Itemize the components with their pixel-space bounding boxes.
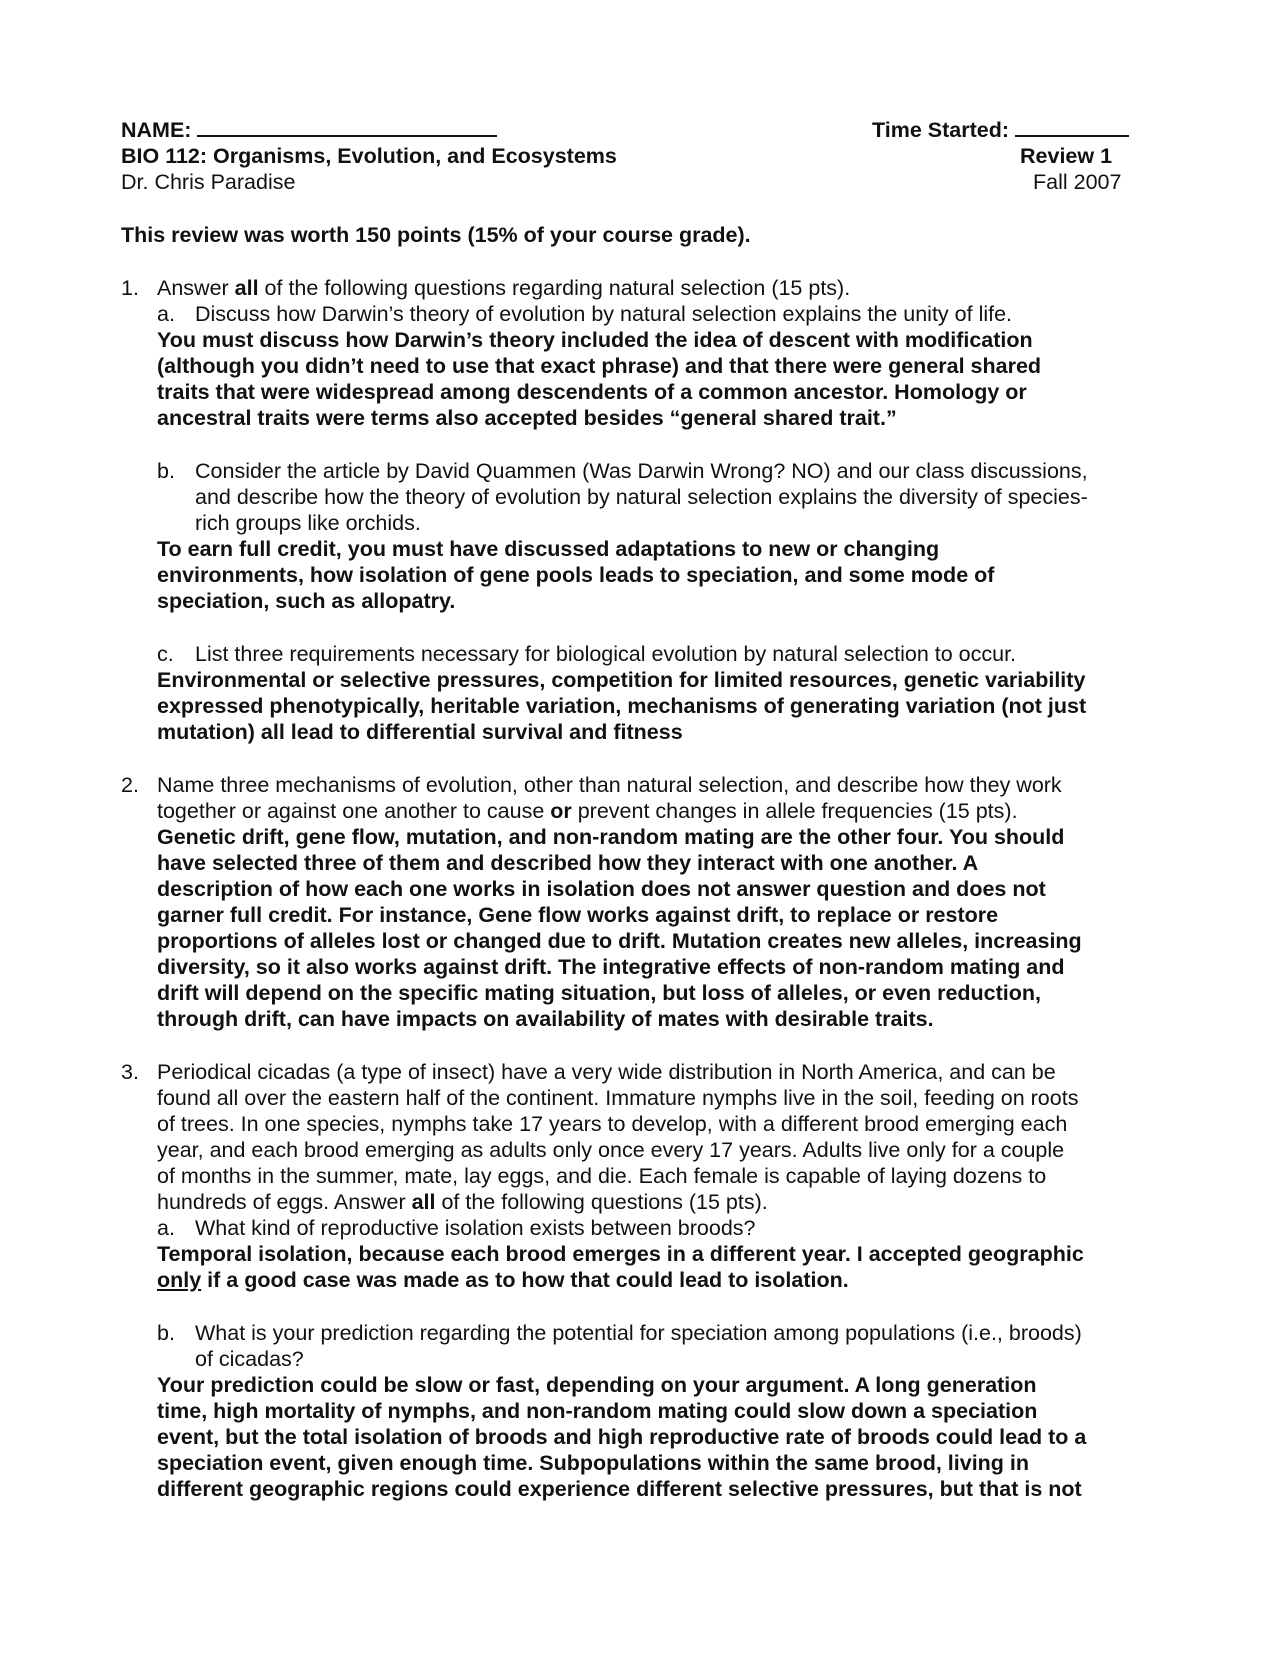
q1a-question: Discuss how Darwin’s theory of evolution by natural selection explains the unity of life. (195, 302, 1013, 326)
q3-prompt-line: of months in the summer, mate, lay eggs, and die. Each female is capable of laying dozens to (157, 1164, 1047, 1188)
q3-prompt-line: found all over the eastern half of the continent. Immature nymphs live in the soil, feeding on roots (157, 1086, 1079, 1110)
q1-prompt: Answer all of the following questions regarding natural selection (15 pts). (157, 276, 851, 300)
q1c-label: c. (157, 642, 174, 666)
q1b-answer-line: speciation, such as allopatry. (157, 589, 456, 613)
time-started-field (872, 117, 1129, 143)
q3b-label: b. (157, 1321, 175, 1345)
q3-prompt-line: of trees. In one species, nymphs take 17 years to develop, with a different brood emerging each (157, 1112, 1068, 1136)
q1b-label: b. (157, 459, 175, 483)
name-field (121, 117, 497, 143)
q3b-answer-line: speciation event, given enough time. Subpopulations within the same brood, living in (157, 1451, 1030, 1475)
q1a-answer-line: ancestral traits were terms also accepted besides “general shared trait.” (157, 406, 897, 430)
q2-answer-line: diversity, so it also works against drift. The integrative effects of non-random mating and (157, 955, 1065, 979)
q3a-label: a. (157, 1216, 175, 1240)
q1-number: 1. (121, 276, 139, 300)
q3b-answer-line: different geographic regions could experience different selective pressures, but that is not (157, 1477, 1082, 1501)
q1c-answer-line: mutation) all lead to differential survival and fitness (157, 720, 683, 744)
time-started-label: Time Started: (872, 118, 1009, 142)
term: Fall 2007 (1033, 170, 1122, 194)
name-blank (197, 117, 497, 137)
q3-prompt-line: year, and each brood emerging as adults only once every 17 years. Adults live only for a couple (157, 1138, 1065, 1162)
q2-answer-line: drift will depend on the specific mating situation, but loss of alleles, or even reduction, (157, 981, 1042, 1005)
name-label: NAME: (121, 118, 192, 142)
q3-prompt-line: hundreds of eggs. Answer all of the following questions (15 pts). (157, 1190, 768, 1214)
q3b-question-line: of cicadas? (195, 1347, 304, 1371)
review-number: Review 1 (1020, 144, 1113, 168)
q2-prompt-line: Name three mechanisms of evolution, other than natural selection, and describe how they work (157, 773, 1062, 797)
q2-answer-line: Genetic drift, gene flow, mutation, and non-random mating are the other four. You should (157, 825, 1065, 849)
q1c-question: List three requirements necessary for biological evolution by natural selection to occur. (195, 642, 1017, 666)
q3a-answer-line: only if a good case was made as to how that could lead to isolation. (157, 1268, 849, 1292)
q1a-label: a. (157, 302, 175, 326)
q2-answer-line: description of how each one works in isolation does not answer question and does not (157, 877, 1046, 901)
q1b-answer-line: environments, how isolation of gene pools leads to speciation, and some mode of (157, 563, 995, 587)
q3-number: 3. (121, 1060, 139, 1084)
q3a-question: What kind of reproductive isolation exists between broods? (195, 1216, 756, 1240)
intro-statement: This review was worth 150 points (15% of your course grade). (121, 223, 751, 247)
q1b-question-line: Consider the article by David Quammen (Was Darwin Wrong? NO) and our class discussions, (195, 459, 1088, 483)
q1b-question-line: rich groups like orchids. (195, 511, 421, 535)
q3-prompt-line: Periodical cicadas (a type of insect) have a very wide distribution in North America, and can be (157, 1060, 1056, 1084)
q2-answer-line: through drift, can have impacts on availability of mates with desirable traits. (157, 1007, 934, 1031)
time-started-blank (1015, 117, 1129, 137)
q3b-answer-line: event, but the total isolation of broods and high reproductive rate of broods could lead to a (157, 1425, 1087, 1449)
q1a-answer-line: You must discuss how Darwin’s theory included the idea of descent with modification (157, 328, 1033, 352)
q1a-answer-line: traits that were widespread among descendents of a common ancestor. Homology or (157, 380, 1027, 404)
q1a-answer-line: (although you didn’t need to use that exact phrase) and that there were general shared (157, 354, 1042, 378)
underlined-only: only (157, 1268, 202, 1292)
q2-answer-line: garner full credit. For instance, Gene flow works against drift, to replace or restore (157, 903, 999, 927)
q1b-answer-line: To earn full credit, you must have discussed adaptations to new or changing (157, 537, 940, 561)
q3b-answer-line: time, high mortality of nymphs, and non-random mating could slow down a speciation (157, 1399, 1038, 1423)
q3b-question-line: What is your prediction regarding the potential for speciation among populations (i.e., broods) (195, 1321, 1082, 1345)
course-title: BIO 112: Organisms, Evolution, and Ecosystems (121, 144, 617, 168)
q2-answer-line: proportions of alleles lost or changed due to drift. Mutation creates new alleles, increasing (157, 929, 1082, 953)
q2-prompt-line: together or against one another to cause or prevent changes in allele frequencies (15 pts). (157, 799, 1018, 823)
q1c-answer-line: expressed phenotypically, heritable variation, mechanisms of generating variation (not just (157, 694, 1087, 718)
q2-answer-line: have selected three of them and described how they interact with one another. A (157, 851, 979, 875)
q1c-answer-line: Environmental or selective pressures, competition for limited resources, genetic variability (157, 668, 1086, 692)
q2-number: 2. (121, 773, 139, 797)
instructor-name: Dr. Chris Paradise (121, 170, 296, 194)
q3a-answer-line: Temporal isolation, because each brood emerges in a different year. I accepted geographic (157, 1242, 1084, 1266)
q1b-question-line: and describe how the theory of evolution by natural selection explains the diversity of species- (195, 485, 1088, 509)
q3b-answer-line: Your prediction could be slow or fast, depending on your argument. A long generation (157, 1373, 1037, 1397)
